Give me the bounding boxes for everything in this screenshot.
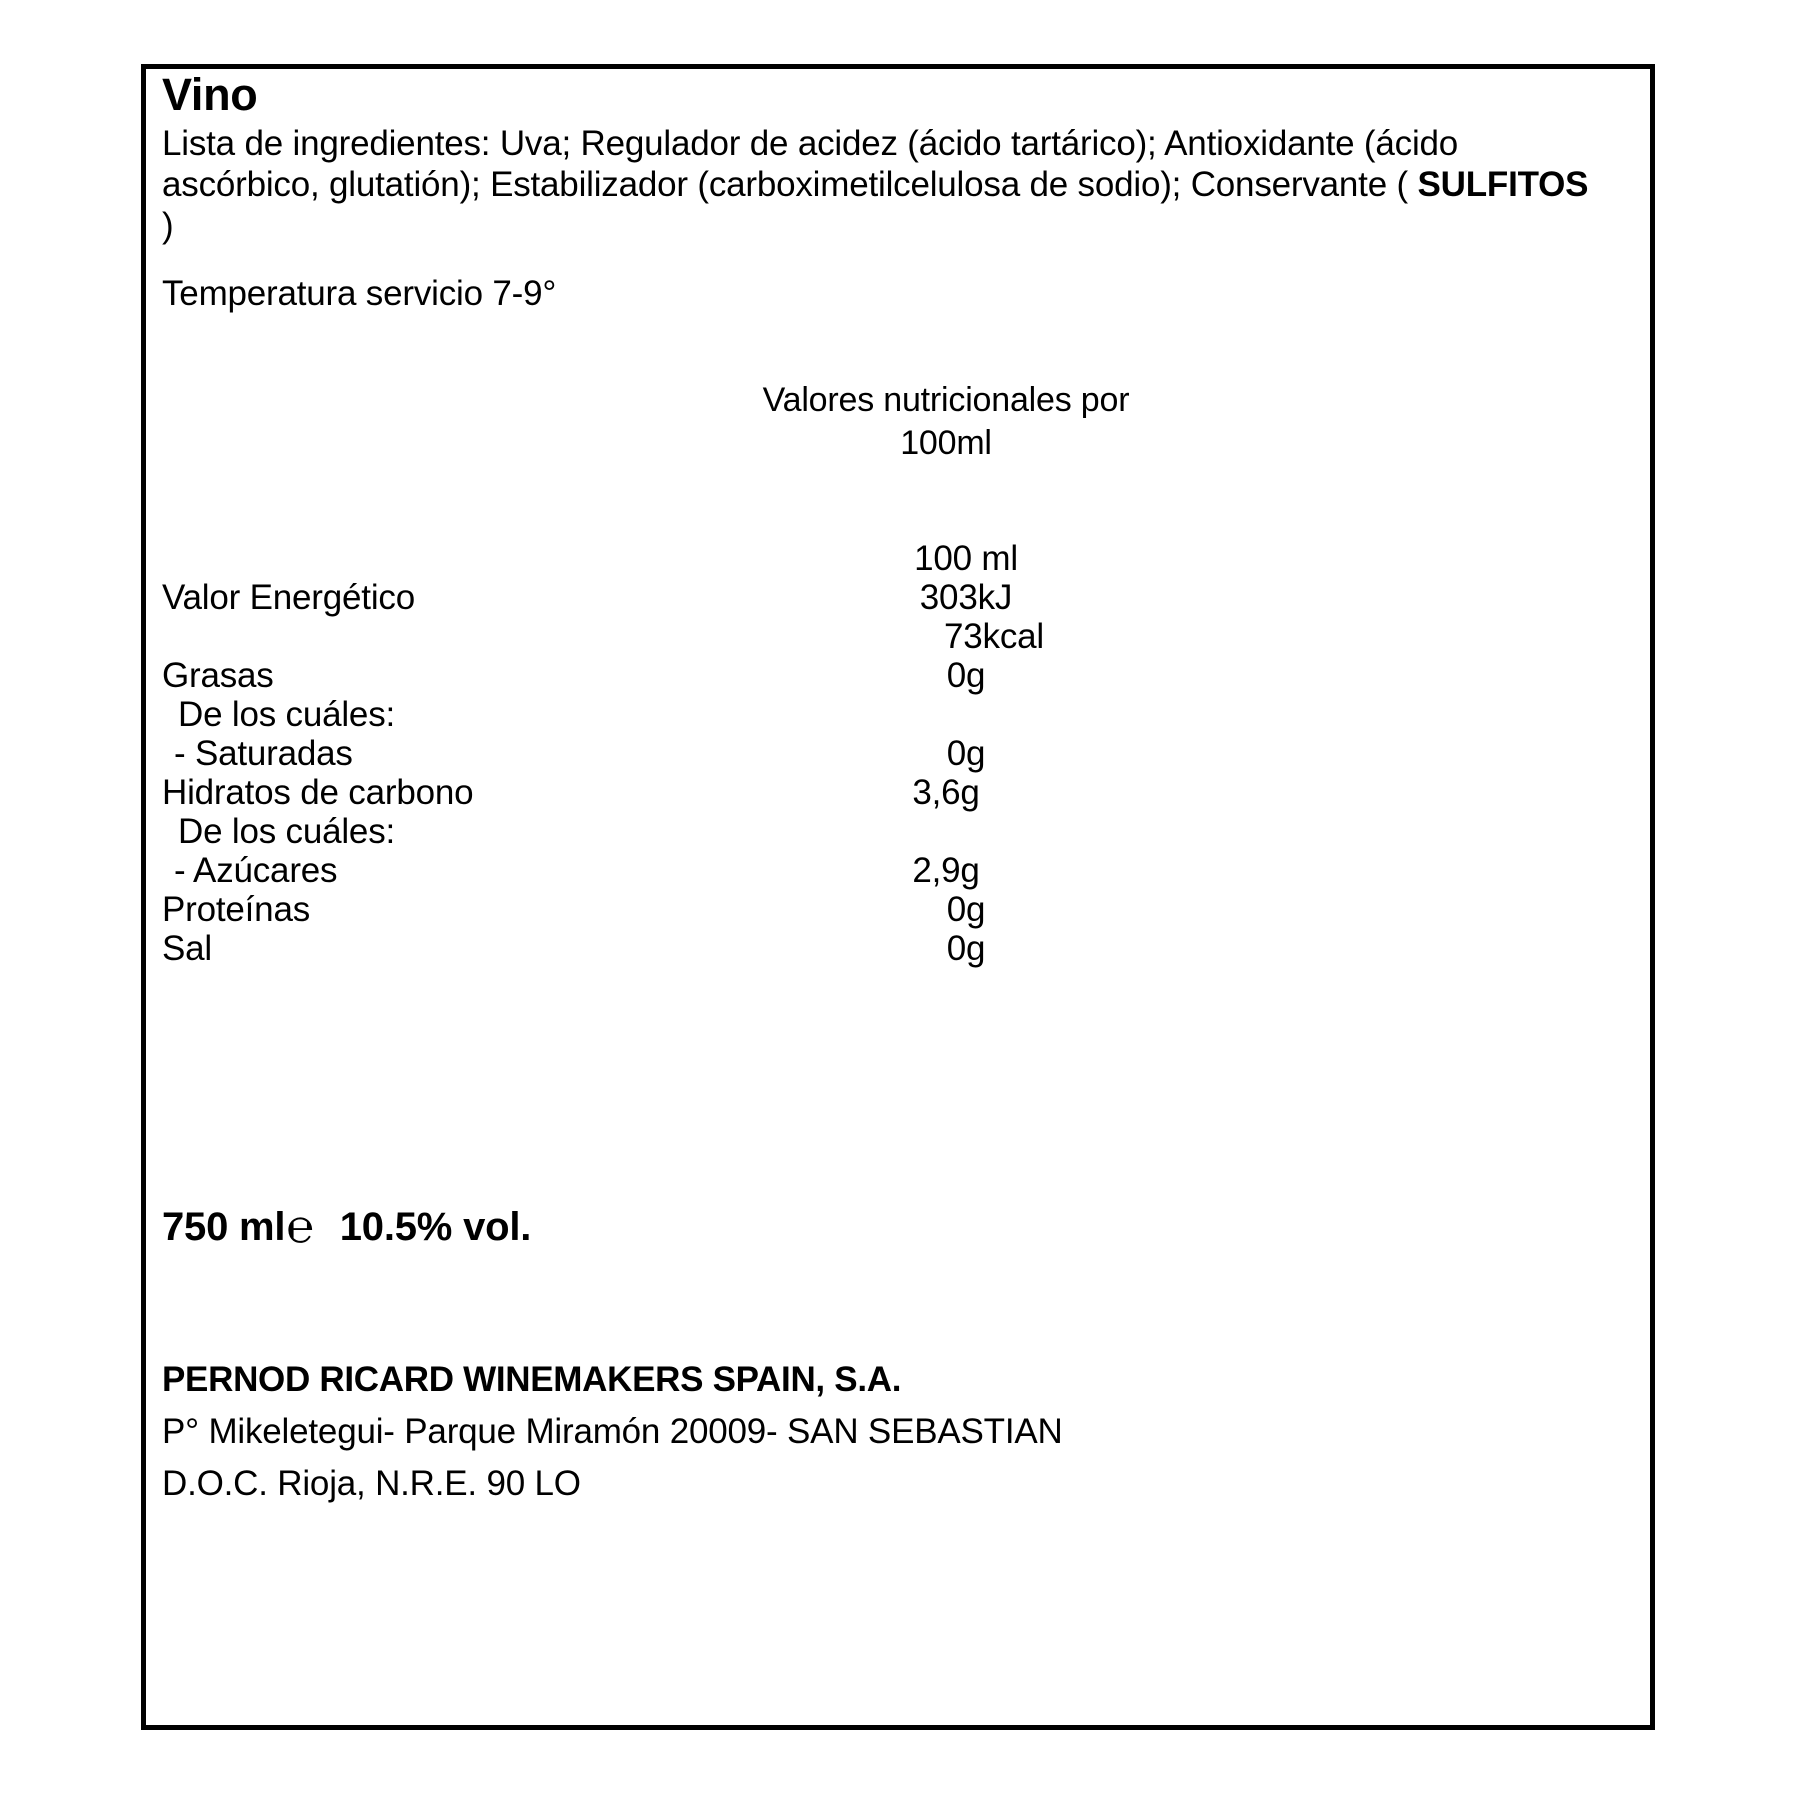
nutrition-column-header: 100 ml xyxy=(914,539,1018,578)
row-value-azucares: 2,9g xyxy=(912,851,980,890)
net-volume: 750 ml xyxy=(162,1205,286,1249)
table-row xyxy=(146,578,1650,617)
nutrition-header xyxy=(706,379,1186,465)
table-row xyxy=(146,734,1650,773)
row-label-valor-energetico: Valor Energético xyxy=(162,578,415,617)
row-label-azucares: - Azúcares xyxy=(174,851,338,890)
estimated-sign-icon: ℮ xyxy=(286,1200,314,1252)
row-value-valor-energetico-kcal: 73kcal xyxy=(944,617,1044,656)
ingredients-text-suffix: ) xyxy=(162,206,174,245)
serving-temperature: Temperatura servicio 7-9° xyxy=(162,274,557,313)
nutrition-table xyxy=(146,539,1650,968)
table-row xyxy=(146,695,1650,734)
table-row xyxy=(146,617,1650,656)
table-row xyxy=(146,890,1650,929)
producer-footer xyxy=(162,1354,1562,1510)
row-label-proteinas: Proteínas xyxy=(162,890,311,929)
row-value-saturadas: 0g xyxy=(946,734,986,773)
table-row xyxy=(146,656,1650,695)
producer-company-name: PERNOD RICARD WINEMAKERS SPAIN, S.A. xyxy=(162,1360,902,1399)
table-row-column-header xyxy=(146,539,1650,578)
row-value-proteinas: 0g xyxy=(946,890,986,929)
producer-address: P° Mikeletegui- Parque Miramón 20009- SAN SEBASTIAN xyxy=(162,1412,1063,1451)
row-label-hidratos-de-carbono: Hidratos de carbono xyxy=(162,773,474,812)
row-label-saturadas: - Saturadas xyxy=(174,734,353,773)
wine-label-frame xyxy=(141,64,1655,1730)
alcohol-by-volume: 10.5% vol. xyxy=(339,1205,532,1249)
row-value-sal: 0g xyxy=(946,929,986,968)
ingredients-text-prefix: Lista de ingredientes: Uva; Regulador de acidez (ácido tartárico); Antioxidante (ácido ascórbico, glutatión); Estabilizador (carboximetilcelulosa de sodio); Conservante ( xyxy=(162,124,1459,204)
row-label-sal: Sal xyxy=(162,929,212,968)
table-row xyxy=(146,773,1650,812)
row-label-de-los-cuales-grasas: De los cuáles: xyxy=(178,695,396,734)
nutrition-header-line1: Valores nutricionales por xyxy=(762,381,1130,419)
row-label-de-los-cuales-hidratos: De los cuáles: xyxy=(178,812,396,851)
volume-and-abv xyxy=(162,1197,531,1251)
designation-of-origin: D.O.C. Rioja, N.R.E. 90 LO xyxy=(162,1464,581,1503)
table-row xyxy=(146,929,1650,968)
row-value-grasas: 0g xyxy=(946,656,986,695)
table-row xyxy=(146,851,1650,890)
table-row xyxy=(146,812,1650,851)
nutrition-header-line2: 100ml xyxy=(900,424,992,462)
row-label-grasas: Grasas xyxy=(162,656,274,695)
row-value-hidratos-de-carbono: 3,6g xyxy=(912,773,980,812)
allergen-sulfitos: SULFITOS xyxy=(1417,165,1589,204)
ingredients-list xyxy=(162,123,1602,246)
product-title: Vino xyxy=(162,69,258,120)
row-value-valor-energetico-kj: 303kJ xyxy=(919,578,1013,617)
